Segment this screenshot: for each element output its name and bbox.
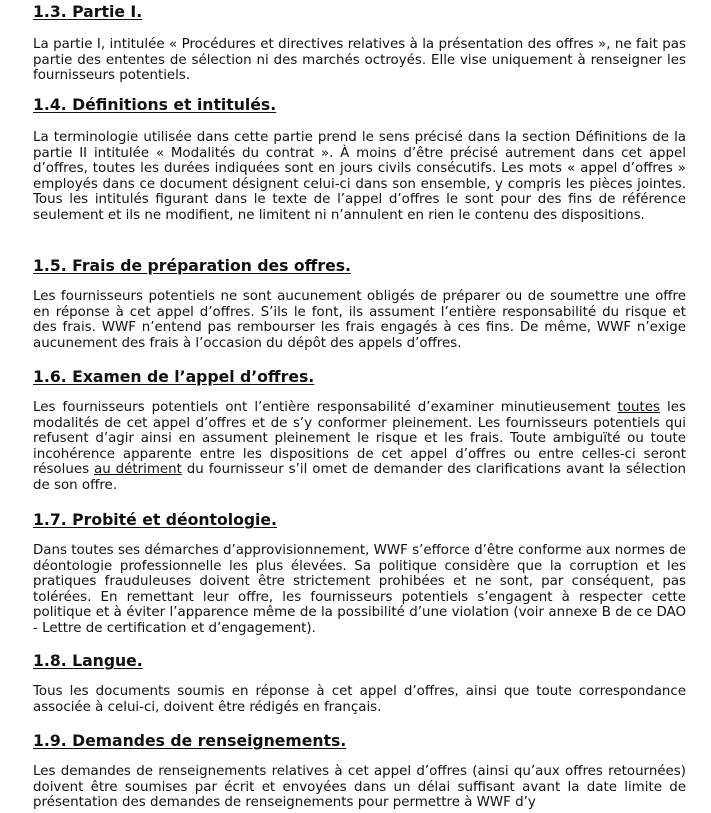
section-heading-1-8: 1.8. Langue.	[33, 651, 143, 670]
section-heading-1-5: 1.5. Frais de préparation des offres.	[33, 256, 351, 275]
section-text-1-8: Tous les documents soumis en réponse à cet appel d’offres, ainsi que toute correspondance associée à celui-ci, doivent être rédigés en français.	[33, 684, 686, 715]
section-text-1-3: La partie I, intitulée « Procédures et directives relatives à la présentation des offres », ne fait pas partie des ententes de sélection ni des marchés octroyés. Elle vise uniquement à renseigner les fournisseurs potentiels.	[33, 37, 686, 84]
section-heading-1-9: 1.9. Demandes de renseignements.	[33, 731, 347, 750]
underlined-text: au détriment	[93, 462, 182, 478]
underlined-text: toutes	[617, 400, 660, 415]
section-text-1-6	[33, 400, 686, 494]
section-text-1-4: La terminologie utilisée dans cette partie prend le sens précisé dans la section Définitions de la partie II intitulée « Modalités du contrat ». À moins d’être précisé autrement dans cet appel d’offres, toutes les durées indiquées sont en jours civils consécutifs. Les mots « appel d’offres » employés dans ce document désignent celui-ci dans son ensemble, y compris les pièces jointes. Tous les intitulés figurant dans le texte de l’appel d’offres le sont pour des fins de référence seulement et ils ne modifient, ne limitent ni n’annulent en rien le contenu des dispositions.	[33, 130, 686, 223]
section-heading-1-7: 1.7. Probité et déontologie.	[33, 510, 277, 529]
text-part: du fournisseur s’il omet de demander des clarifications avant la sélection de son offre.	[33, 462, 687, 493]
section-text-1-7: Dans toutes ses démarches d’approvisionnement, WWF s’efforce d’être conforme aux normes de déontologie professionnelle les plus élevées. Sa politique considère que la corruption et les pratiques frauduleuses doivent être strictement prohibées et ne sont, par conséquent, pas tolérées. En remettant leur offre, les fournisseurs potentiels s’engagent à respecter cette politique et à éviter l’apparence même de la possibilité d’une violation (voir annexe B de ce DAO - Lettre de certification et d’engagement).	[33, 543, 686, 636]
section-heading-1-6: 1.6. Examen de l’appel d’offres.	[33, 367, 315, 386]
text-part: Les fournisseurs potentiels ont l’entière responsabilité d’examiner minutieusement	[33, 400, 618, 415]
section-heading-1-4: 1.4. Définitions et intitulés.	[33, 95, 277, 114]
text-part: les modalités de cet appel d’offres et de s’y conformer pleinement. Les fournisseurs potentiels qui refusent d’agir ainsi en assument pleinement le risque et les frais. Toute ambiguïté ou toute incohérence apparente entre les dispositions de cet appel d’offres ou entre celles-ci seront résolues	[33, 400, 686, 478]
section-heading-1-3: 1.3. Partie I.	[33, 2, 143, 21]
section-text-1-5: Les fournisseurs potentiels ne sont aucunement obligés de préparer ou de soumettre une offre en réponse à cet appel d’offres. S’ils le font, ils assument l’entière responsabilité du risque et des frais. WWF n’entend pas rembourser les frais engagés à ces fins. De même, WWF n’exige aucunement des frais à l’occasion du dépôt des appels d’offres.	[33, 289, 686, 351]
section-text-1-9: Les demandes de renseignements relatives à cet appel d’offres (ainsi qu’aux offres retournées) doivent être soumises par écrit et envoyées dans un délai suffisant avant la date limite de présentation des demandes de renseignements pour permettre à WWF d’y	[33, 764, 686, 811]
